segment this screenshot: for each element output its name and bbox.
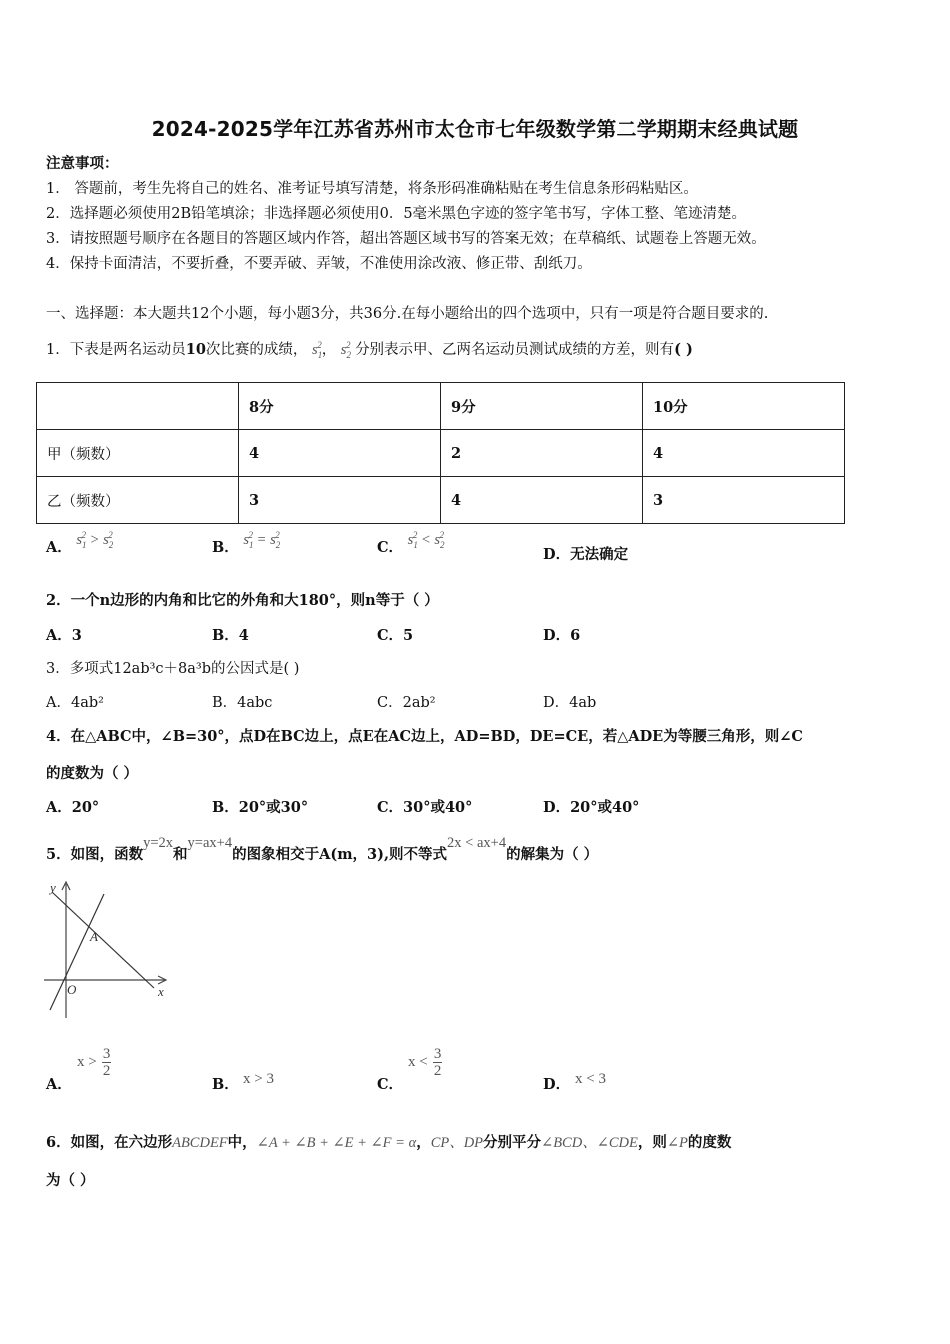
q5-option-c-label[interactable]: C． (377, 1076, 404, 1093)
q6-comma: ， (416, 1134, 431, 1151)
q1-s1-squared: $s_1^2$ (312, 340, 323, 360)
table-row (37, 477, 845, 524)
x-label: x (158, 984, 164, 999)
table-row (37, 430, 845, 477)
q1-s2-squared: $s_2^2$ (340, 340, 351, 360)
question-2: 2．一个n边形的内角和比它的外角和大180°，则n等于（ ） (46, 592, 439, 609)
table-cell: 2 (441, 430, 643, 477)
q1-sep: ， (321, 342, 337, 358)
q1-mid: 次比赛的成绩， (205, 342, 308, 358)
notice-heading: 注意事项： (46, 155, 119, 172)
math-op: > (89, 532, 100, 548)
q2-option-d[interactable]: D．6 (543, 627, 581, 644)
q6-hexagon: ABCDEF (172, 1135, 228, 1151)
q5-function-2: y=ax+4 (187, 835, 233, 851)
option-label: B． (212, 539, 239, 556)
q5-mid: 的图象相交于A(m，3),则不等式 (232, 846, 448, 863)
q1-prefix: 1．下表是两名运动员 (46, 342, 186, 358)
table-header: 10分 (643, 383, 845, 430)
q6-angle-p: ∠P (666, 1135, 688, 1151)
page-title: 2024-2025学年江苏省苏州市太仓市七年级数学第二学期期末经典试题 (151, 117, 799, 141)
q5-function-1: y=2x (143, 835, 174, 851)
q6-mid3: ，则 (637, 1134, 667, 1151)
q5-inequality: 2x < ax+4 (447, 835, 507, 851)
table-cell: 乙（频数） (37, 477, 239, 524)
q1-ten: 10 (185, 341, 206, 358)
line-y-2x (50, 894, 104, 1010)
y-label: y (50, 880, 56, 895)
notice-item-1: 1． 答题前，考生先将自己的姓名、准考证号填写清楚，将条形码准确粘贴在考生信息条形码粘贴区。 (46, 181, 698, 197)
table-cell: 甲（频数） (37, 430, 239, 477)
question-3: 3．多项式12ab³c＋8a³b的公因式是( ) (46, 661, 300, 677)
q1-option-a[interactable] (46, 530, 114, 558)
score-table (36, 382, 845, 524)
option-label: C． (377, 539, 404, 556)
numerator: 3 (102, 1046, 111, 1062)
q1-option-c-math: $s_1^2 < s_2^2$ (407, 530, 445, 550)
section-heading: 一、选择题：本大题共12个小题，每小题3分，共36分.在每小题给出的四个选项中，只有一项是符合题目要求的. (46, 306, 769, 322)
q3-option-a[interactable]: A．4ab² (46, 695, 104, 711)
table-header: 8分 (239, 383, 441, 430)
q5-graph (40, 876, 175, 1022)
q4-option-c[interactable]: C．30°或40° (377, 799, 473, 816)
q5-option-a-math (77, 1046, 111, 1079)
math-expr: x > (77, 1054, 97, 1070)
q1-option-a-math: $s_1^2 > s_2^2$ (76, 530, 114, 550)
q5-prefix: 5．如图，函数 (46, 846, 144, 863)
q5-option-b-label[interactable]: B． (212, 1076, 239, 1093)
notice-item-4: 4．保持卡面清洁，不要折叠，不要弄破、弄皱，不准使用涂改液、修正带、刮纸刀。 (46, 256, 592, 272)
origin-label: O (67, 982, 77, 997)
math-op: = (256, 532, 267, 548)
table-cell: 4 (239, 430, 441, 477)
q6-prefix: 6．如图，在六边形 (46, 1134, 173, 1151)
table-cell: 3 (643, 477, 845, 524)
q4-option-b[interactable]: B．20°或30° (212, 799, 309, 816)
q4-option-d[interactable]: D．20°或40° (543, 799, 640, 816)
q6-cp-dp: CP、DP (430, 1135, 484, 1151)
q5-suffix: 的解集为（ ） (506, 846, 599, 863)
question-1 (46, 338, 693, 360)
table-header: 9分 (441, 383, 643, 430)
q1-paren: ( ) (674, 341, 693, 358)
q3-option-b[interactable]: B．4abc (212, 695, 273, 711)
fraction (433, 1046, 443, 1079)
q2-option-a[interactable]: A．3 (46, 627, 82, 644)
q1-option-c[interactable] (377, 530, 445, 558)
q6-mid2: 分别平分 (483, 1134, 542, 1151)
numerator: 3 (433, 1046, 442, 1062)
q1-option-b-math: $s_1^2 = s_2^2$ (243, 530, 281, 550)
question-6-line1 (46, 1131, 731, 1152)
q5-option-b-math: x > 3 (243, 1071, 274, 1087)
q6-suffix: 的度数 (687, 1134, 732, 1151)
math-expr: x < (408, 1054, 428, 1070)
q2-option-b[interactable]: B．4 (212, 627, 249, 644)
question-4-line2: 的度数为（ ） (46, 765, 139, 782)
table-cell: 4 (643, 430, 845, 477)
q3-option-c[interactable]: C．2ab² (377, 695, 436, 711)
q4-option-a[interactable]: A．20° (46, 799, 100, 816)
q1-option-d[interactable]: D．无法确定 (543, 546, 629, 563)
q5-option-d-math: x < 3 (575, 1071, 606, 1087)
question-4-line1: 4．在△ABC中，∠B=30°，点D在BC边上，点E在AC边上，AD=BD，DE=CE，若△ADE为等腰三角形，则∠C (46, 728, 803, 745)
question-5 (46, 835, 599, 864)
denominator: 2 (433, 1063, 442, 1079)
q5-option-a-label[interactable]: A． (46, 1076, 72, 1093)
math-op: < (420, 532, 431, 548)
notice-item-2: 2．选择题必须使用2B铅笔填涂；非选择题必须使用0．5毫米黑色字迹的签字笔书写，字体工整、笔迹清楚。 (46, 206, 747, 222)
table-cell: 4 (441, 477, 643, 524)
table-cell (37, 383, 239, 430)
question-6-line2: 为（ ） (46, 1172, 95, 1189)
table-cell: 3 (239, 477, 441, 524)
q1-suffix: 分别表示甲、乙两名运动员测试成绩的方差，则有 (355, 342, 675, 358)
point-a-label: A (90, 929, 98, 944)
table-header-row (37, 383, 845, 430)
denominator: 2 (102, 1063, 111, 1079)
fraction (102, 1046, 112, 1079)
q1-option-b[interactable] (212, 530, 281, 558)
q6-bisected-angles: ∠BCD、∠CDE (541, 1135, 638, 1151)
q5-option-d-label[interactable]: D． (543, 1076, 571, 1093)
notice-item-3: 3．请按照题号顺序在各题目的答题区域内作答，超出答题区域书写的答案无效；在草稿纸、试题卷上答题无效。 (46, 231, 766, 247)
q6-mid1: 中， (227, 1134, 257, 1151)
q2-option-c[interactable]: C．5 (377, 627, 414, 644)
option-label: A． (46, 539, 72, 556)
q5-and: 和 (173, 846, 188, 863)
q5-option-c-math (408, 1046, 442, 1079)
q6-angle-sum: ∠A + ∠B + ∠E + ∠F = α (256, 1135, 417, 1151)
q3-option-d[interactable]: D．4ab (543, 695, 597, 711)
